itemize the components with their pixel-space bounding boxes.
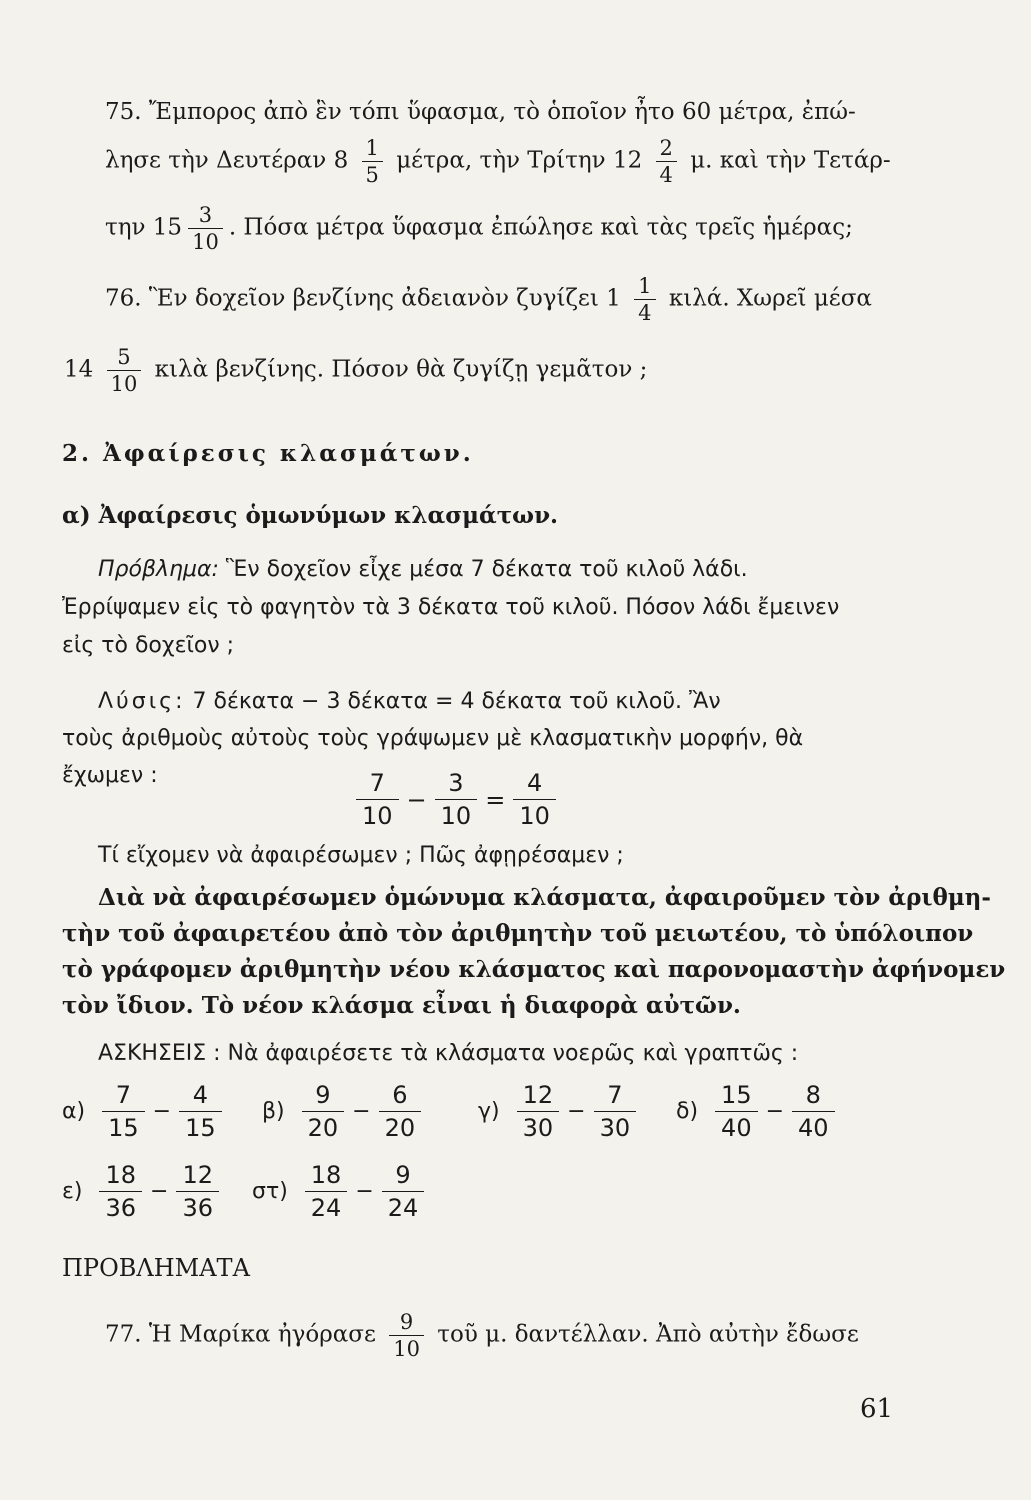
numerator: 18 — [310, 1161, 342, 1189]
exercise-item — [262, 1080, 427, 1143]
numerator: 9 — [399, 1310, 414, 1334]
problem-line1 — [98, 556, 748, 584]
solution-line3: ἔχωμεν : — [62, 763, 158, 788]
text: 7 δέκατα − 3 δέκατα = 4 δέκατα τοῦ κιλοῦ. Ἂν — [192, 689, 721, 714]
denominator: 30 — [594, 1111, 637, 1143]
denominator: 5 — [362, 161, 383, 187]
exercise-item — [62, 1080, 228, 1143]
denominator: 10 — [435, 799, 478, 831]
exercise-label: α) — [62, 1099, 86, 1124]
exercise-item — [478, 1080, 642, 1143]
rule-line1: Διὰ νὰ ἀφαιρέσωμεν ὁμώνυμα κλάσματα, ἀφαιροῦμεν τὸν ἀριθμη- — [98, 884, 991, 911]
denominator: 20 — [379, 1111, 422, 1143]
problem-line2: Ἐρρίψαμεν εἰς τὸ φαγητὸν τὰ 3 δέκατα τοῦ κιλοῦ. Πόσον λάδι ἔμεινεν — [62, 595, 840, 620]
exercises-title: ΑΣΚΗΣΕΙΣ : Νὰ ἀφαιρέσετε τὰ κλάσματα νοερῶς καὶ γραπτῶς : — [98, 1041, 799, 1066]
denominator: 40 — [792, 1111, 835, 1143]
fraction — [179, 1080, 222, 1143]
solution-line1 — [98, 688, 721, 716]
solution-label: Λύσις: — [98, 689, 186, 714]
numerator: 2 — [659, 136, 673, 160]
fraction — [99, 1160, 142, 1223]
denominator: 40 — [715, 1111, 758, 1143]
fraction — [634, 274, 655, 325]
denominator: 15 — [179, 1111, 222, 1143]
text: τοῦ μ. δαντέλλαν. Ἀπὸ αὐτὴν ἔδωσε — [437, 1321, 859, 1348]
minus-sign: − — [150, 1179, 169, 1204]
minus-sign: − — [406, 785, 427, 814]
fraction — [188, 203, 223, 254]
fraction — [176, 1160, 219, 1223]
p76-line1 — [105, 274, 872, 325]
numerator: 9 — [315, 1081, 331, 1109]
exercise-item — [252, 1160, 430, 1223]
fraction — [656, 136, 677, 187]
denominator: 24 — [382, 1191, 425, 1223]
p76-line2 — [64, 345, 647, 396]
denominator: 10 — [513, 799, 556, 831]
fraction — [517, 1080, 560, 1143]
equation — [350, 768, 562, 831]
exercise-item — [676, 1080, 841, 1143]
numerator: 4 — [526, 769, 543, 797]
rule-line2: τὴν τοῦ ἀφαιρετέου ἀπὸ τὸν ἀριθμητὴν τοῦ μειωτέου, τὸ ὑπόλοιπον — [62, 920, 974, 947]
numerator: 7 — [115, 1081, 131, 1109]
fraction — [792, 1080, 835, 1143]
text: Ἓν δοχεῖον εἶχε μέσα 7 δέκατα τοῦ κιλοῦ λάδι. — [225, 557, 748, 582]
fraction — [513, 768, 556, 831]
rule-line4: τὸν ἴδιον. Τὸ νέον κλάσμα εἶναι ἡ διαφορὰ αὐτῶν. — [62, 992, 741, 1019]
fraction — [102, 1080, 145, 1143]
fraction — [435, 768, 478, 831]
fraction — [715, 1080, 758, 1143]
minus-sign: − — [355, 1179, 374, 1204]
exercise-label: δ) — [676, 1099, 699, 1124]
equals-sign: = — [485, 785, 506, 814]
minus-sign: − — [152, 1099, 172, 1124]
numerator: 9 — [395, 1161, 411, 1189]
denominator: 10 — [389, 1335, 424, 1361]
denominator: 10 — [107, 370, 142, 396]
minus-sign: − — [765, 1099, 785, 1124]
fraction — [107, 345, 142, 396]
solution-line2: τοὺς ἀριθμοὺς αὐτοὺς τοὺς γράψωμεν μὲ κλασματικὴν μορφήν, θὰ — [62, 726, 804, 751]
text: λησε τὴν Δευτέραν 8 — [105, 147, 349, 174]
text: μέτρα, τὴν Τρίτην 12 — [396, 147, 643, 174]
fraction — [382, 1160, 425, 1223]
numerator: 1 — [638, 274, 652, 298]
exercise-label: β) — [262, 1099, 285, 1124]
text: 77. Ἡ Μαρίκα ἠγόρασε — [105, 1321, 376, 1348]
fraction — [362, 136, 383, 187]
p77-line1 — [105, 1310, 859, 1361]
problems-heading: ΠΡΟΒΛΗΜΑΤΑ — [62, 1254, 250, 1282]
denominator: 30 — [517, 1111, 560, 1143]
minus-sign: − — [352, 1099, 371, 1124]
fraction — [379, 1080, 422, 1143]
numerator: 6 — [392, 1081, 408, 1109]
denominator: 4 — [634, 299, 655, 325]
text: κιλὰ βενζίνης. Πόσον θὰ ζυγίζῃ γεμᾶτον ; — [154, 356, 648, 383]
denominator: 10 — [356, 799, 399, 831]
denominator: 24 — [305, 1191, 348, 1223]
denominator: 15 — [102, 1111, 145, 1143]
numerator: 8 — [805, 1081, 821, 1109]
numerator: 3 — [448, 769, 464, 797]
problem-line3: εἰς τὸ δοχεῖον ; — [62, 633, 235, 658]
numerator: 7 — [369, 769, 385, 797]
denominator: 10 — [188, 228, 223, 254]
text: . Πόσα μέτρα ὕφασμα ἐπώλησε καὶ τὰς τρεῖς ἡμέρας; — [228, 214, 853, 241]
fraction — [302, 1080, 345, 1143]
p75-line1: 75. Ἔμπορος ἀπὸ ἓν τόπι ὕφασμα, τὸ ὁποῖον ἦτο 60 μέτρα, ἐπώ- — [105, 99, 856, 125]
fraction — [305, 1160, 348, 1223]
problem-label: Πρόβλημα: — [98, 557, 219, 582]
denominator: 4 — [656, 161, 677, 187]
text: 14 — [64, 356, 94, 383]
section-heading: 2. Ἀφαίρεσις κλασμάτων. — [62, 440, 474, 467]
p75-line3 — [105, 203, 853, 254]
numerator: 4 — [192, 1081, 208, 1109]
fraction — [594, 1080, 637, 1143]
text: μ. καὶ τὴν Τετάρ- — [690, 147, 891, 174]
question: Τί εἴχομεν νὰ ἀφαιρέσωμεν ; Πῶς ἀφῃρέσαμεν ; — [98, 843, 624, 868]
numerator: 7 — [607, 1081, 623, 1109]
numerator: 3 — [198, 203, 213, 227]
fraction — [389, 1310, 424, 1361]
rule-line3: τὸ γράφομεν ἀριθμητὴν νέου κλάσματος καὶ παρονομαστὴν ἀφήνομεν — [62, 956, 1006, 983]
p75-line2 — [105, 136, 891, 187]
exercise-label: ε) — [62, 1179, 83, 1204]
denominator: 36 — [99, 1191, 142, 1223]
numerator: 18 — [105, 1161, 137, 1189]
numerator: 12 — [522, 1081, 554, 1109]
fraction — [356, 768, 399, 831]
exercise-label: γ) — [478, 1099, 500, 1124]
exercise-label: στ) — [252, 1179, 288, 1204]
subsection-heading: α) Ἀφαίρεσις ὁμωνύμων κλασμάτων. — [62, 502, 559, 529]
denominator: 36 — [176, 1191, 219, 1223]
page-number: 61 — [860, 1394, 894, 1424]
text: 76. Ἓν δοχεῖον βενζίνης ἀδειανὸν ζυγίζει 1 — [105, 285, 621, 312]
text: κιλά. Χωρεῖ μέσα — [668, 285, 872, 312]
minus-sign: − — [567, 1099, 586, 1124]
denominator: 20 — [302, 1111, 345, 1143]
numerator: 5 — [117, 345, 131, 369]
text: την 15 — [105, 214, 183, 241]
numerator: 15 — [721, 1081, 752, 1109]
numerator: 1 — [365, 136, 379, 160]
numerator: 12 — [182, 1161, 214, 1189]
exercise-item — [62, 1160, 225, 1223]
